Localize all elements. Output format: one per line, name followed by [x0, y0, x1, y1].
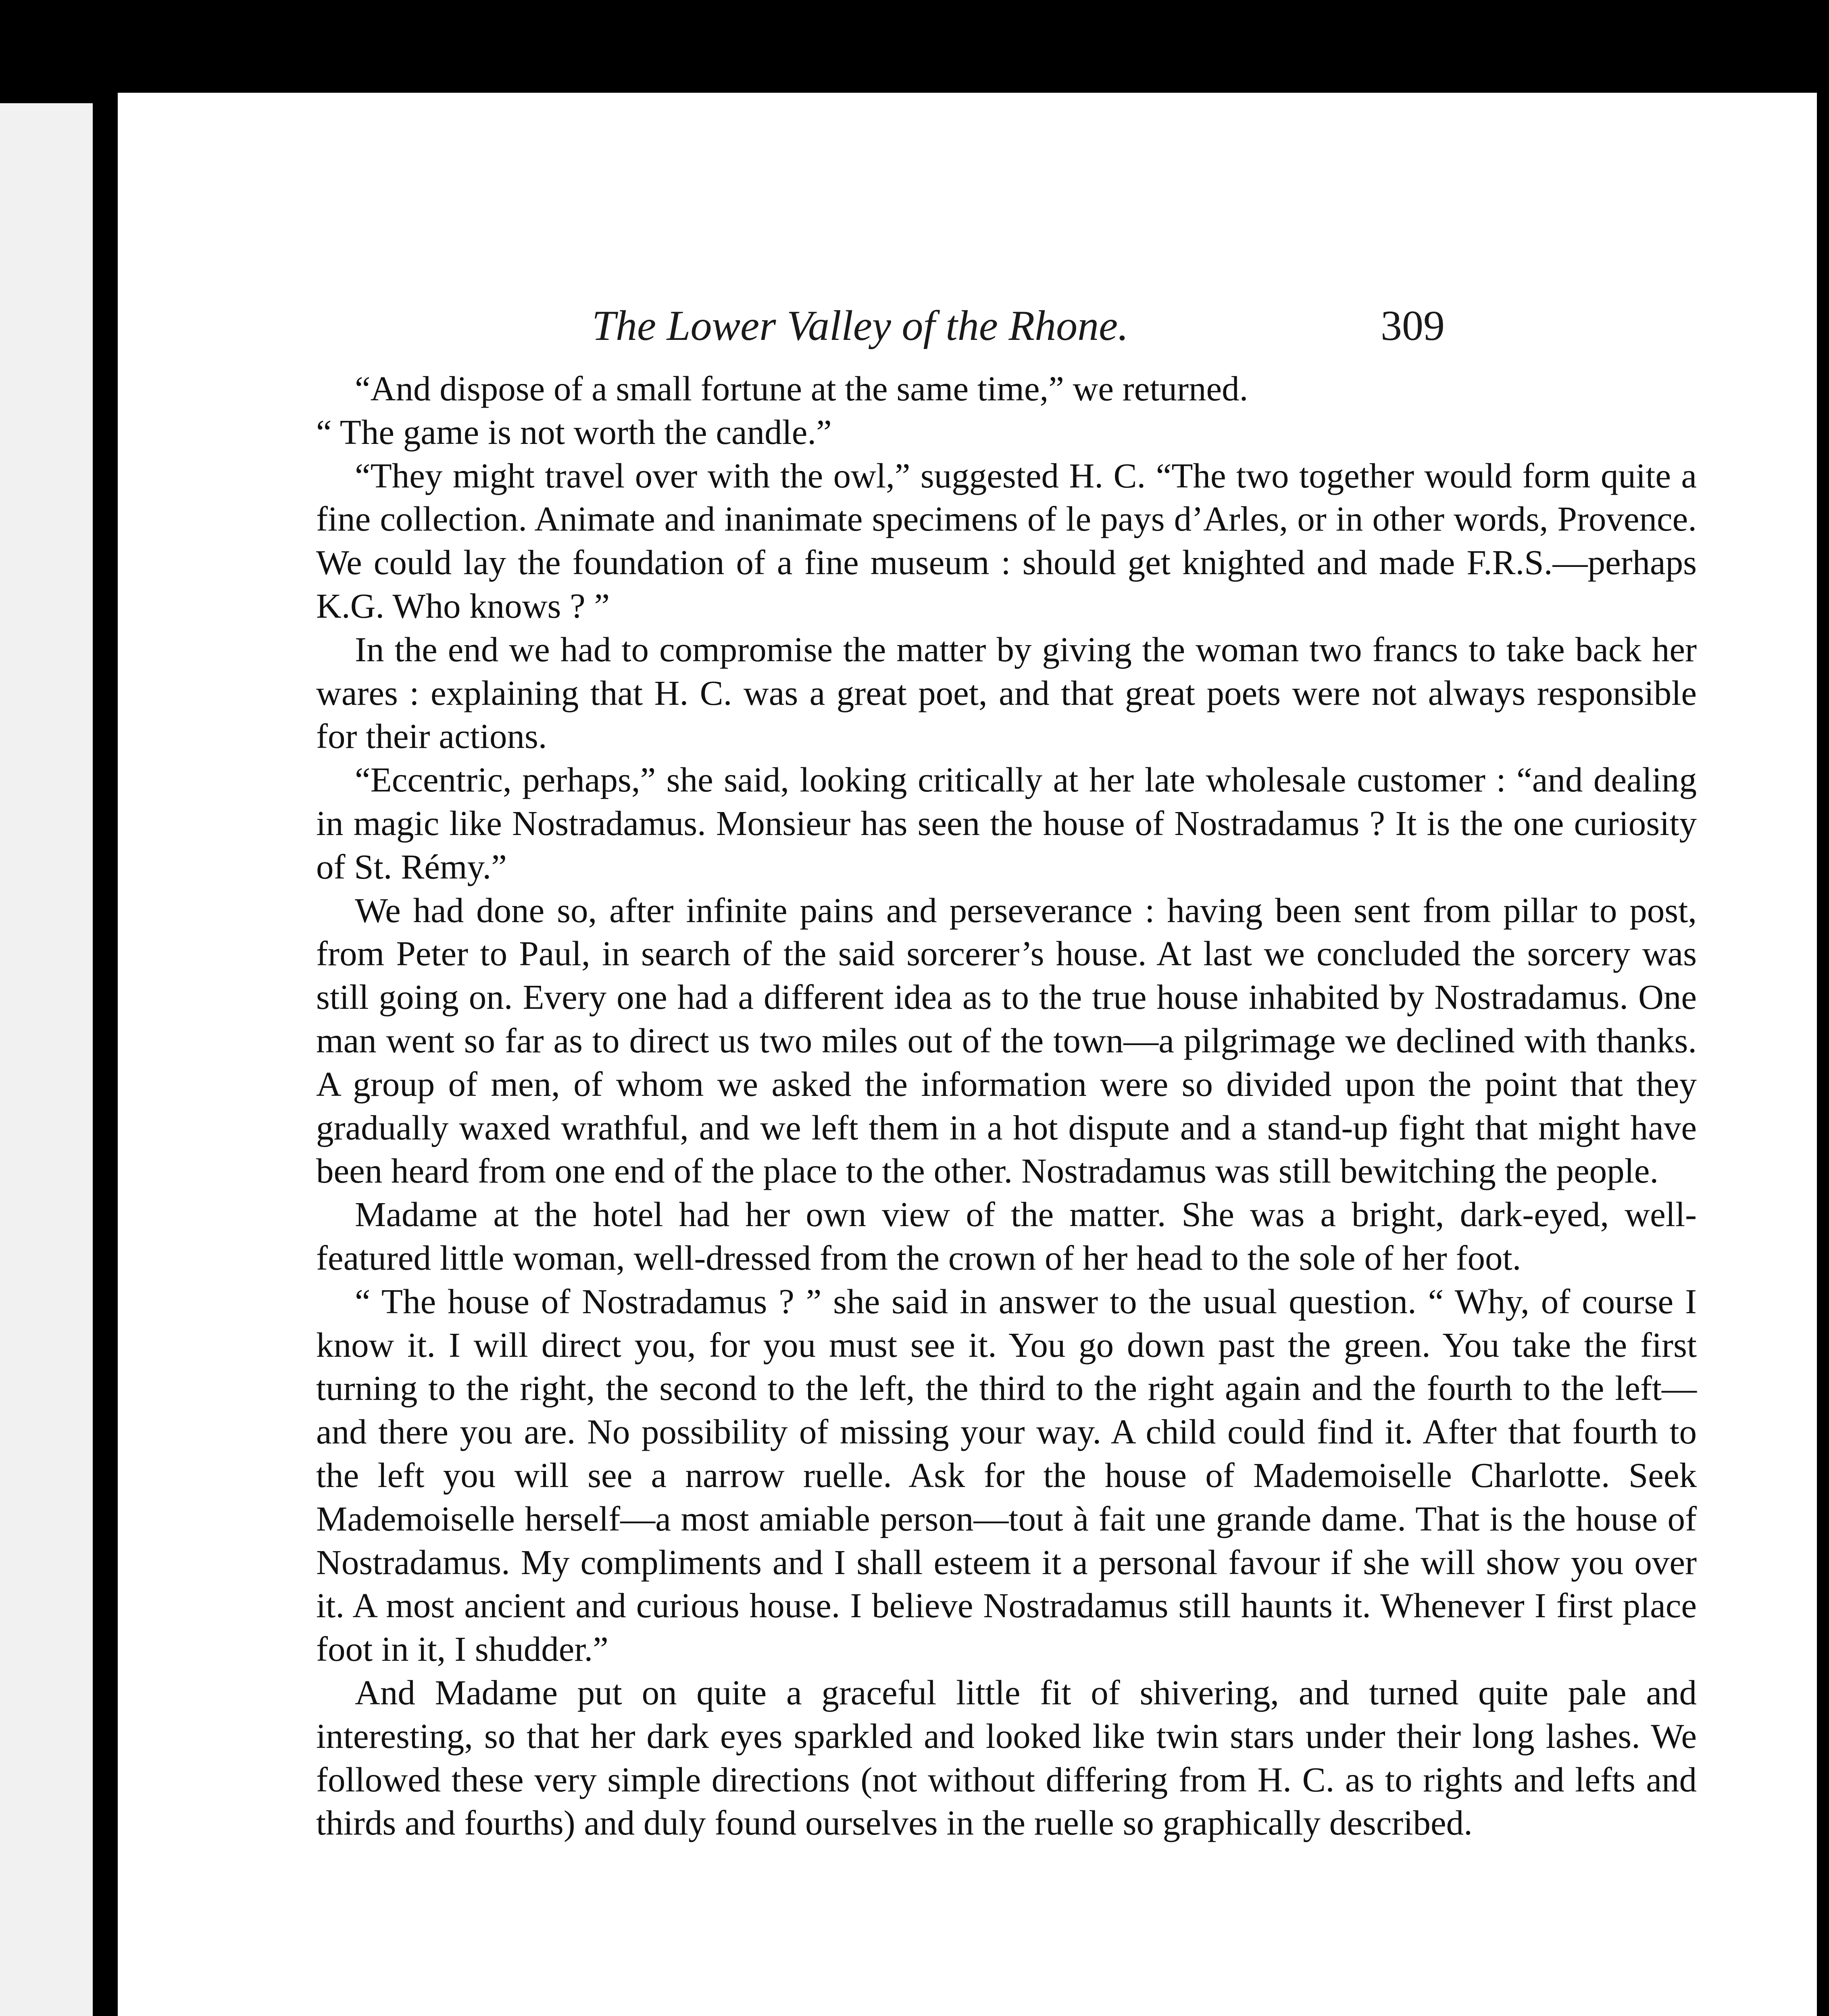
paragraph: “And dispose of a small fortune at the same time,” we returned.: [355, 369, 1248, 408]
paragraph: “ The game is not worth the candle.”: [316, 412, 832, 452]
paragraph: Madame at the hotel had her own view of the matter. She was a bright, dark-eyed, well-featured little woman, well-dressed from the crown of her head to the sole of her foot.: [316, 1195, 1697, 1277]
paragraph: “ The house of Nostradamus ? ” she said in answer to the usual question. “ Why, of course I know it. I will direct you, for you must see it. You go down past the green. You take the first turning to the right, the second to the left, the third to the right again and the fourth to the left—and there you are. No possibility of missing your way. A child could find it. After that fourth to the left you will see a narrow ruelle. Ask for the house of Mademoiselle Charlotte. Seek Mademoiselle herself—a most amiable person—tout à fait une grande dame. That is the house of Nostradamus. My compliments and I shall esteem it a personal favour if she will show you over it. A most ancient and curious house. I believe Nostradamus still haunts it. Whenever I first place foot in it, I shudder.”: [316, 1281, 1697, 1669]
paragraph: And Madame put on quite a graceful little fit of shivering, and turned quite pale and interesting, so that her dark eyes sparkled and looked like twin stars under their long lashes. We followed these very simple directions (not without differing from H. C. as to rights and lefts and thirds and fourths) and duly found ourselves in the ruelle so graphically described.: [316, 1672, 1697, 1843]
paragraph: We had done so, after infinite pains and perseverance : having been sent from pillar to post, from Peter to Paul, in search of the said sorcerer’s house. At last we concluded the sorcery was still going on. Every one had a different idea as to the true house inhabited by Nostradamus. One man went so far as to direct us two miles out of the town—a pilgrimage we declined with thanks. A group of men, of whom we asked the information were so divided upon the point that they gradually waxed wrathful, and we left them in a hot dispute and a stand-up fight that might have been heard from one end of the place to the other. Nostradamus was still bewitching the people.: [316, 890, 1697, 1191]
running-title: The Lower Valley of the Rhone.: [592, 302, 1129, 349]
page-header: [118, 294, 1817, 358]
paragraph: “They might travel over with the owl,” suggested H. C. “The two together would form quite a fine collection. Animate and inanimate specimens of le pays d’Arles, or in other words, Provence. We could lay the foundation of a fine museum : should get knighted and made F.R.S.—perhaps K.G. Who knows ? ”: [316, 456, 1697, 625]
paragraph: In the end we had to compromise the matter by giving the woman two francs to take back her wares : explaining that H. C. was a great poet, and that great poets were not always responsible for their actions.: [316, 629, 1697, 756]
paragraph: “Eccentric, perhaps,” she said, looking critically at her late wholesale customer : “and dealing in magic like Nostradamus. Monsieur has seen the house of Nostradamus ? It is the one curiosity of St. Rémy.”: [316, 760, 1697, 886]
page-number: 309: [1381, 302, 1445, 349]
adjacent-page-edge: [0, 103, 93, 2016]
book-page: [118, 93, 1817, 2016]
body-text: [316, 367, 1697, 1845]
